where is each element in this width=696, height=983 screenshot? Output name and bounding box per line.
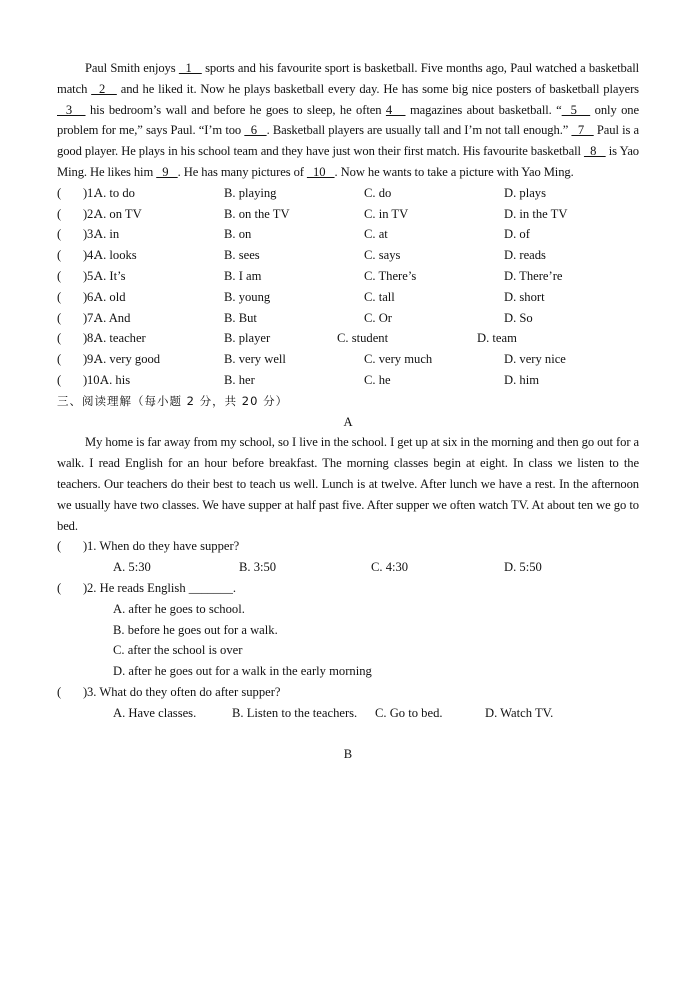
option-c: C. 4:30 [371,560,409,575]
passage-a-text: My home is far away from my school, so I live in the school. I get up at six in the morning and then go out for a walk. I read English for an hour before breakfast. The morning classes begin at eight. In class we listen to the teachers. Our teachers do their best to teach us well. Lunch is at twelve. After lunch we have a rest. In the afternoon we usually have two classes. We have supper at half past five. After supper we often watch TV. At about ten we go to bed. [57,435,639,533]
passage-text: . He has many pictures of [177,164,307,179]
passage-b-label: B [343,746,353,761]
option-a: A. after he goes to school. [113,601,245,616]
cloze-blank: 1 [178,61,202,75]
cloze-question-3 [57,224,639,245]
passage-text: is Yao Ming. He likes him [57,144,640,179]
answer-paren-close: ) [83,580,88,595]
cloze-passage [57,58,639,183]
passage-text: sports and his favourite sport is basketball. Five months ago, Paul watched a basketball match [57,61,639,96]
question-stem: 3. What do they often do after supper? [87,684,281,699]
option-c: C. Go to bed. [375,705,443,720]
option-b: B. very well [224,352,286,367]
option-d: D. Watch TV. [485,705,554,720]
passage-a-label: A [343,414,353,429]
passage-text: magazines about basketball. “ [405,102,562,117]
option-c: C. at [364,227,388,242]
cloze-question-9 [57,349,639,370]
option-c: C. Or [364,310,392,325]
question-number: 3. [87,227,97,242]
answer-paren-open: ( [57,331,62,346]
option-b: B. Listen to the teachers. [232,705,358,720]
answer-paren-close: ) [83,268,88,283]
option-a: A. looks [94,248,137,263]
passage-text: . Now he wants to take a picture with Yao Ming. [334,164,574,179]
option-c: C. he [364,372,391,387]
section-heading: 三、阅读理解（每小题 2 分，共 20 分） [57,393,289,408]
question-number: 4. [87,248,97,263]
cloze-question-1 [57,183,639,204]
cloze-blank: 4 [385,102,406,117]
option-b: B. playing [224,185,277,200]
option-b: B. on the TV [224,206,290,221]
reading-question-1 [57,536,639,557]
cloze-question-4 [57,245,639,266]
answer-paren-close: ) [83,310,88,325]
option-c: C. There’s [364,268,417,283]
option-a: A. to do [94,185,135,200]
answer-paren-open: ( [57,248,62,263]
answer-paren-close: ) [83,331,88,346]
cloze-blank: 3 [57,102,86,117]
option-b: B. But [224,310,257,325]
question-stem [87,578,236,599]
answer-paren-close: ) [83,352,88,367]
cloze-blank: 7 [571,123,594,138]
reading-question-1-options [57,557,639,578]
option-c: C. tall [364,289,395,304]
option-d: D. 5:50 [504,560,542,575]
passage-text: Paul is a good player. He plays in his school team and they have just won their first match. His favourite basketball [57,123,639,159]
answer-paren-close: ) [83,206,88,221]
option-a: A. in [94,227,120,242]
answer-paren-open: ( [57,227,62,242]
cloze-question-10 [57,370,639,391]
option-d: D. short [504,289,545,304]
answer-paren-close: ) [83,185,88,200]
cloze-blank: 2 [91,81,117,96]
cloze-blank: 5 [561,102,591,117]
answer-blank: _______ [188,580,233,595]
reading-question-3-options [57,703,639,724]
reading-question-2 [57,578,639,599]
worksheet-page [57,58,639,764]
option-d: D. plays [504,185,546,200]
answer-paren-close: ) [83,289,88,304]
answer-paren-open: ( [57,310,62,325]
passage-text: Paul Smith enjoys [85,61,179,75]
option-d: D. in the TV [504,206,568,221]
option-a: A. old [94,289,126,304]
answer-paren-close: ) [83,248,88,263]
option-a: A. It’s [94,268,126,283]
answer-paren-open: ( [57,185,62,200]
answer-paren-open: ( [57,352,62,367]
option-d: D. team [477,331,517,346]
option-b: B. sees [224,248,260,263]
option-d: D. very nice [504,352,566,367]
question-number: 7. [87,310,97,325]
answer-paren-open: ( [57,539,62,554]
answer-paren-close: ) [83,684,88,699]
question-number: 2. [87,206,97,221]
answer-paren-open: ( [57,580,62,595]
option-c: C. do [364,185,392,200]
option-d: D. There’re [504,268,563,283]
option-a: A. Have classes. [113,705,197,720]
cloze-blank: 9 [156,164,178,179]
option-a: A. on TV [94,206,142,221]
option-c: C. very much [364,352,433,367]
answer-paren-open: ( [57,684,62,699]
option-d: D. him [504,372,539,387]
answer-paren-open: ( [57,206,62,221]
option-c: C. says [364,248,401,263]
option-b: B. player [224,331,271,346]
answer-paren-close: ) [83,227,88,242]
option-b: B. 3:50 [239,560,277,575]
option-a: A. his [100,372,131,387]
option-a: A. 5:30 [113,560,151,575]
cloze-question-2 [57,204,639,225]
option-b: B. her [224,372,255,387]
answer-paren-close: ) [83,372,88,387]
passage-text: only one problem for me,” says Paul. “I’m too [57,102,639,138]
cloze-question-7 [57,308,639,329]
option-b: B. on [224,227,252,242]
question-number: 10. [87,372,103,387]
answer-paren-open: ( [57,372,62,387]
option-a: A. very good [94,352,161,367]
passage-text: . Basketball players are usually tall and I’m not tall enough.” [266,123,572,138]
cloze-blank: 10 [306,164,335,179]
passage-text: his bedroom’s wall and before he goes to sleep, he often [85,102,386,117]
option-a: A. teacher [94,331,146,346]
question-number: 1. [87,185,97,200]
option-d: D. after he goes out for a walk in the early morning [113,664,372,679]
question-stem: 1. When do they have supper? [87,539,240,554]
question-number: 6. [87,289,97,304]
option-b: B. before he goes out for a walk. [113,622,278,637]
cloze-question-list [57,183,639,391]
reading-question-3 [57,682,639,703]
option-d: D. of [504,227,530,242]
cloze-blank: 6 [244,123,267,138]
option-a: A. And [94,310,131,325]
question-stem-tail: . [232,580,237,595]
question-number: 8. [87,331,97,346]
answer-paren-open: ( [57,289,62,304]
cloze-question-8 [57,328,639,349]
option-c: C. after the school is over [113,643,243,658]
cloze-question-6 [57,287,639,308]
cloze-question-5 [57,266,639,287]
option-d: D. So [504,310,533,325]
option-b: B. I am [224,268,262,283]
question-number: 5. [87,268,97,283]
option-c: C. student [337,331,389,346]
cloze-blank: 8 [583,144,606,159]
question-number: 9. [87,352,97,367]
option-b: B. young [224,289,271,304]
option-c: C. in TV [364,206,409,221]
answer-paren-open: ( [57,268,62,283]
answer-paren-close: ) [83,539,88,554]
question-stem-text: 2. He reads English [87,580,189,595]
passage-text: and he liked it. Now he plays basketball every day. He has some big nice posters of basketball players [116,81,639,96]
option-d: D. reads [504,248,546,263]
